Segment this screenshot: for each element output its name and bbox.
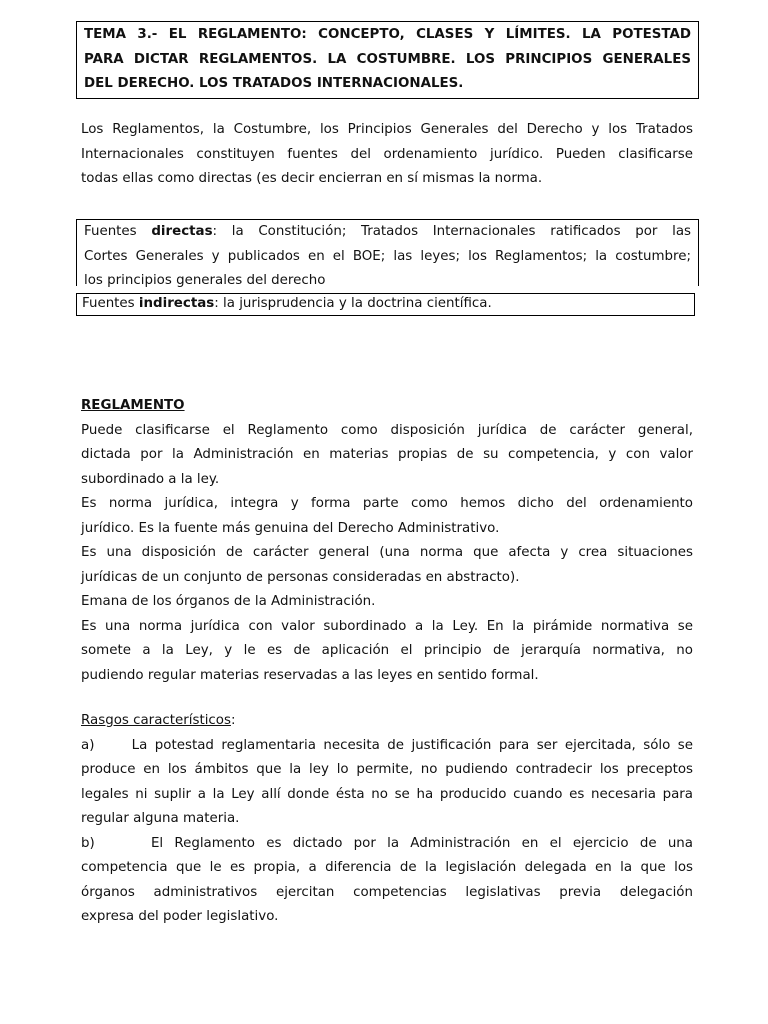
reglamento-heading: REGLAMENTO	[81, 398, 185, 413]
title-line: PARA DICTAR REGLAMENTOS. LA COSTUMBRE. LOS PRINCIPIOS GENERALES	[84, 51, 691, 67]
reglamento-line: dictada por la Administración en materias propias de su competencia, y con valor	[81, 447, 693, 462]
direct-line: Cortes Generales y publicados en el BOE; las leyes; los Reglamentos; la costumbre;	[84, 248, 691, 264]
indirect-bold: indirectas	[138, 296, 215, 311]
title-line: DEL DERECHO. LOS TRATADOS INTERNACIONALES.	[84, 76, 464, 91]
intro-line: todas ellas como directas (es decir encierran en sí mismas la norma.	[81, 171, 543, 186]
rasgos-line: legales ni suplir a la Ley allí donde ésta no se ha producido cuando es necesaria para	[81, 786, 693, 802]
direct-line: Fuentes directas: la Constitución; Tratados Internacionales ratificados por las	[84, 224, 691, 239]
direct-bold: directas	[151, 224, 213, 239]
rasgos-line: b) El Reglamento es dictado por la Administración en el ejercicio de una	[81, 835, 693, 851]
reglamento-line: pudiendo regular materias reservadas a las leyes en sentido formal.	[81, 667, 539, 683]
reglamento-line: Es una disposición de carácter general (una norma que afecta y crea situaciones	[81, 545, 693, 560]
rasgos-line: competencia que le es propia, a diferencia de la legislación delegada en la que los	[81, 860, 693, 875]
intro-line: Los Reglamentos, la Costumbre, los Principios Generales del Derecho y los Tratados	[81, 122, 693, 137]
reglamento-line: somete a la Ley, y le es de aplicación el principio de jerarquía normativa, no	[81, 643, 693, 658]
indirect-sources-box: Fuentes indirectas: la jurisprudencia y la doctrina científica.	[76, 293, 695, 316]
reglamento-line: jurídico. Es la fuente más genuina del Derecho Administrativo.	[81, 520, 500, 536]
rasgos-heading: Rasgos característicos:	[81, 713, 236, 728]
intro-paragraph	[81, 118, 693, 192]
direct-line: los principios generales del derecho	[84, 273, 326, 288]
reglamento-line: Es una norma jurídica con valor subordinado a la Ley. En la pirámide normativa se	[81, 618, 693, 634]
title-box	[76, 21, 699, 99]
direct-sources-box	[76, 219, 699, 286]
reglamento-line: subordinado a la ley.	[81, 471, 220, 487]
rasgos-line: órganos administrativos ejercitan competencias legislativas previa delegación	[81, 884, 693, 900]
reglamento-line: jurídicas de un conjunto de personas consideradas en abstracto).	[81, 569, 520, 585]
rasgos-line: regular alguna materia.	[81, 811, 240, 826]
reglamento-line: Puede clasificarse el Reglamento como disposición jurídica de carácter general,	[81, 422, 693, 438]
rasgos-line: produce en los ámbitos que la ley lo permite, no pudiendo contradecir los preceptos	[81, 762, 693, 777]
reglamento-line: Es norma jurídica, integra y forma parte como hemos dicho del ordenamiento	[81, 496, 693, 511]
reglamento-line: Emana de los órganos de la Administración.	[81, 594, 376, 609]
title-line: TEMA 3.- EL REGLAMENTO: CONCEPTO, CLASES Y LÍMITES. LA POTESTAD	[84, 27, 691, 42]
intro-line: Internacionales constituyen fuentes del ordenamiento jurídico. Pueden clasificarse	[81, 146, 693, 162]
rasgos-line: a) La potestad reglamentaria necesita de justificación para ser ejercitada, sólo se	[81, 737, 693, 753]
rasgos-section	[81, 709, 693, 930]
reglamento-section	[81, 394, 693, 688]
rasgos-line: expresa del poder legislativo.	[81, 909, 279, 924]
